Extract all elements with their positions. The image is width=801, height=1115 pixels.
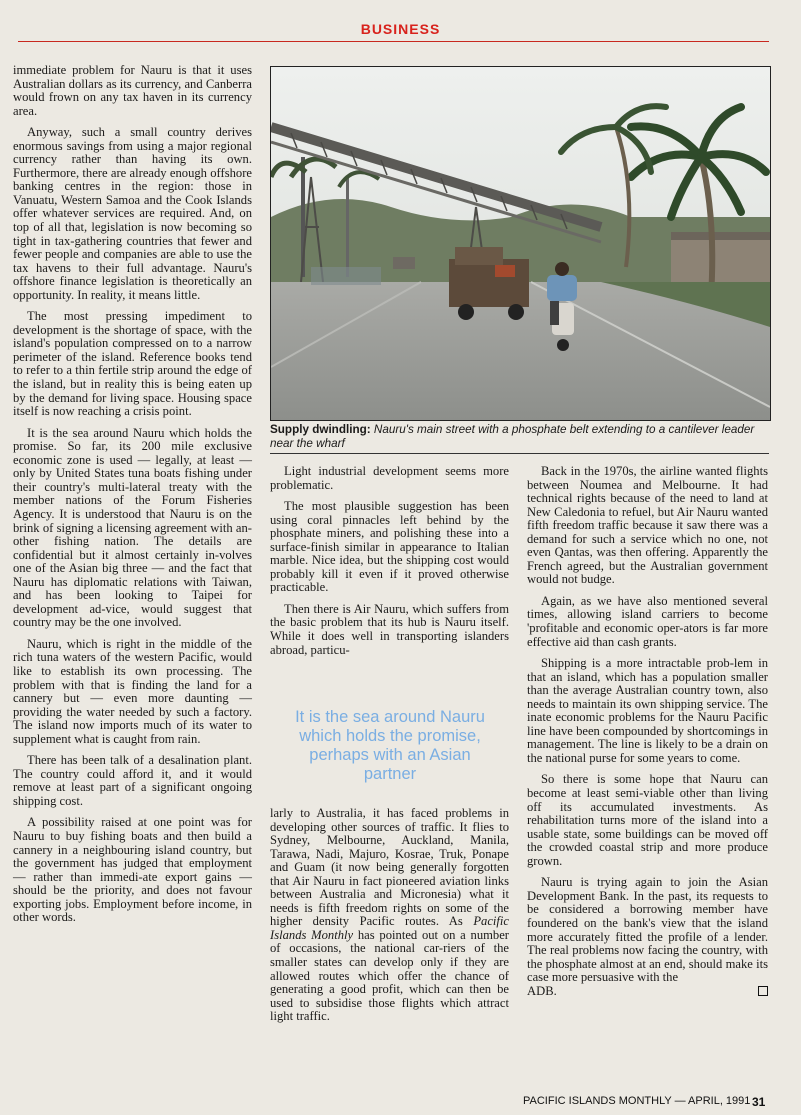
- text-run: larly to Australia, it has faced problems in developing other sources of traffic. It flies to Sydney, Melbourne, Auckland, Manila, Tarawa, Nadi, Majuro, Kosrae, Truk, Ponape and Guam (it now being generally forgotten that Air Nauru in fact pioneered aviation links between Australia and Micronesia) what it needs is fifth freedom rights on some of the higher density Pacific routes. As: [270, 806, 509, 929]
- paragraph: It is the sea around Nauru which holds the promise. So far, its 200 mile exclusive economic zone is used — legally, at least — only by United States tuna boats fishing under their country's multi-lateral treaty with the member nations of the Forum Fisheries Agency. It is understood that Nauru is on the brink of signing a licensing agreement with an-other fishing nation. The details are confidential but it almost certainly in-volves one of the Asian big three — and the fact that Nauru has diplomatic relations with Taiwan, and has been looking to Taipei for development ad-vice, would suggest that country may be the one involved.: [13, 425, 252, 630]
- paragraph: Then there is Air Nauru, which suffers from the basic problem that its hub is Nauru itself. While it does well in transporting islanders abroad, particu-: [270, 601, 509, 657]
- paragraph: Nauru is trying again to join the Asian Development Bank. In the past, its requests to be considered a borrowing member have foundered on the bank's view that the island more accurately fitted the profile of a lender. The real problems now facing the country, with the phosphate almost at an end, should make its case more persuasive with the: [527, 875, 768, 985]
- pull-quote: It is the sea around Nauru which holds the promise, perhaps with an Asian partner: [295, 708, 485, 783]
- paragraph: A possibility raised at one point was for Nauru to buy fishing boats and then build a cannery in a neighbouring island country, but the government has judged that employment — rather than immedi-ate export gains — should be the priority, and does not favour exporting jobs. Employment before income, in other words.: [13, 815, 252, 925]
- paragraph: There has been talk of a desalination plant. The country could afford it, and it would remove at least part of a significant ongoing shipping cost.: [13, 753, 252, 808]
- paragraph: Back in the 1970s, the airline wanted flights between Noumea and Melbourne. It had technical rights because of the need to land at New Caledonia to refuel, but Air Nauru wanted fifth freedom traffic because it saw there was a demand for such a service which no one, not even Qantas, was then offering. Apparently the French agreed, but the Australian government would not budge.: [527, 464, 768, 587]
- text-run: has pointed out on a number of occasions, the national car-riers of the smaller states can develop only if they are allowed routes which offer the chance of generating a good profit, which can then be used to subsidise those flights which attract light traffic.: [270, 927, 509, 1024]
- paragraph: So there is some hope that Nauru can become at least semi-viable other than living off its accumulated investments. As rehabilitation turns more of the island into a usable state, some buildings can be moved off the crowded coastal strip and more produce grown.: [527, 772, 768, 868]
- footer-publication: PACIFIC ISLANDS MONTHLY — APRIL, 1991: [523, 1095, 751, 1107]
- final-line: [527, 985, 768, 999]
- paragraph: Shipping is a more intractable prob-lem in that an island, which has a population smaller than the average Australian country town, also needs to maintain its own shipping service. The inate economic problems for the Nauru Pacific line have been compounded by shortcomings in management. The line is likely to be a drain on the national purse for some years to come.: [527, 656, 768, 765]
- article-column-3: [527, 465, 768, 998]
- paragraph: immediate problem for Nauru is that it uses Australian dollars as its currency, and Canberra would frown on any tax haven in its currency area.: [13, 63, 252, 118]
- photo-caption: [270, 423, 769, 450]
- final-word: ADB.: [527, 983, 557, 998]
- paragraph: [270, 807, 509, 1024]
- paragraph: The most plausible suggestion has been using coral pinnacles left behind by the phosphate miners, and polishing these into a surface-finish similar in appearance to Italian marble. Nice idea, but the shipping cost would probably kill it even if it proved otherwise practicable.: [270, 499, 509, 595]
- article-column-2-continued: [270, 807, 509, 1032]
- end-mark-icon: [758, 986, 768, 996]
- paragraph: Nauru, which is right in the middle of the rich tuna waters of the western Pacific, would like to establish its own processing. The problem with that is finding the land for a cannery but — even more daunting — providing the water needed by such a factory. The island now imports much of its water to supplement what is caught from rain.: [13, 636, 252, 746]
- paragraph: Again, as we have also mentioned several times, allowing island carriers to become 'profitable and economic oper-ators is far more effective aid than cash grants.: [527, 593, 768, 649]
- paragraph: The most pressing impediment to development is the shortage of space, with the island's population compressed on to a narrow perimeter of the island. Reference books tend to refer to a thin fertile strip around the edge of the island, but in reality this is being eaten up by the demand for living space. Housing space itself is now reaching a crisis point.: [13, 309, 252, 419]
- page-number: 31: [752, 1095, 766, 1109]
- caption-heading: Supply dwindling:: [270, 423, 371, 436]
- paragraph: Light industrial development seems more problematic.: [270, 464, 509, 492]
- street-photo: [270, 66, 771, 421]
- caption-text: Nauru's main street with a phosphate belt extending to a cantilever leader near the wharf: [270, 423, 755, 450]
- publication-name: Pacific Islands Monthly: [270, 914, 509, 942]
- header-rule: [18, 41, 769, 42]
- section-heading: BUSINESS: [360, 21, 441, 37]
- caption-rule: [270, 453, 769, 454]
- article-column-2: [270, 465, 509, 665]
- article-column-1: [13, 64, 252, 933]
- paragraph: Anyway, such a small country derives enormous savings from using a major regional currency rather than having its own. Furthermore, there are already enough offshore banking centres in the region: those in Vanuatu, Western Samoa and the Cook Islands offer whatever services are required. And, on top of all that, legislation is now becoming so tight in tax-gathering countries that fewer and fewer people and companies are able to use the tax havens to their full advantage. Nauru's offshore finance legislation is theoretically an opportunity. In reality, it means little.: [13, 125, 252, 302]
